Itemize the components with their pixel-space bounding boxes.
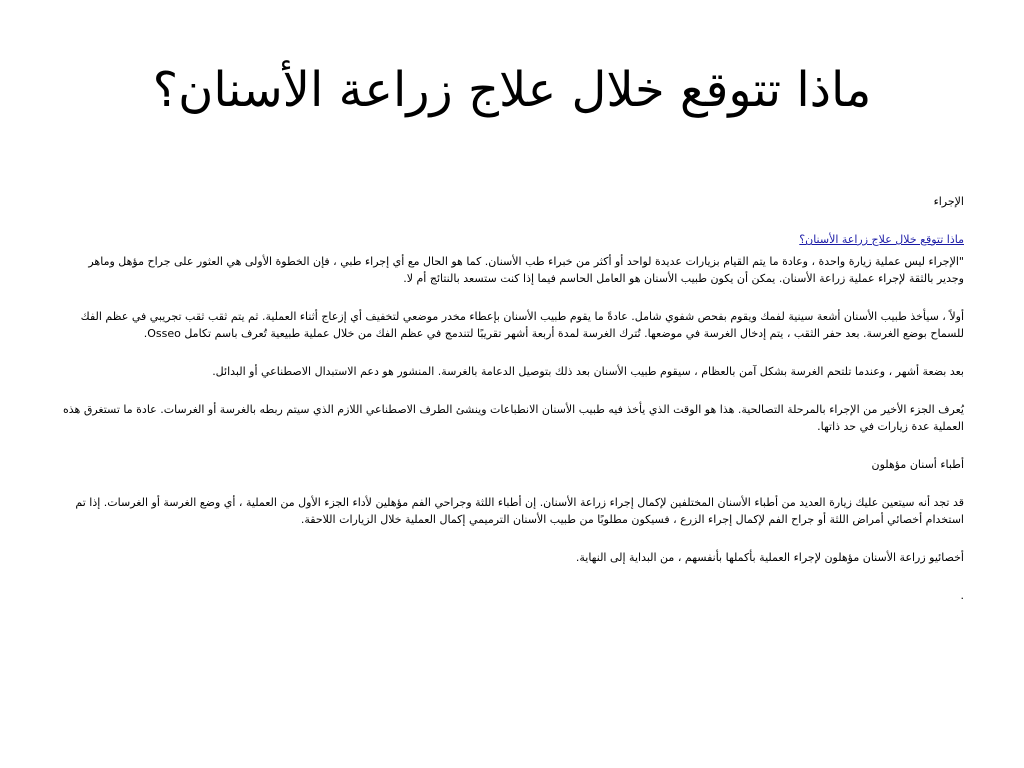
paragraph-first-step: أولاً ، سيأخذ طبيب الأسنان أشعة سينية لفمك ويقوم بفحص شفوي شامل. عادةً ما يقوم طبيب الأسنان بإعطاء مخدر موضعي لتخفيف أي إزعاج أثناء العملية. ثم يتم ثقب ثقب تجريبي في عظم الفك للسماح بوضع الغرسة. بعد حفر الثقب ، يتم إدخال الغرسة في موضعها. تُترك الغرسة لمدة أربعة أشهر تقريبًا لتندمج في عظم الفك من خلال عملية طبيعية تُعرف باسم تكامل Osseo. — [80, 310, 964, 340]
paragraph-abutment: بعد بضعة أشهر ، وعندما تلتحم الغرسة بشكل آمن بالعظام ، سيقوم طبيب الأسنان بعد ذلك بتوصيل الدعامة بالغرسة. المنشور هو دعم الاستبدال الاصطناعي أو البدائل. — [212, 365, 964, 378]
paragraph-end-mark: . — [960, 589, 964, 602]
page-title: ماذا تتوقع خلال علاج زراعة الأسنان؟ — [152, 62, 872, 118]
article-title-link[interactable]: ماذا تتوقع خلال علاج زراعة الأسنان؟ — [799, 233, 964, 246]
section-label: الإجراء — [933, 195, 964, 208]
paragraph-restorative: يُعرف الجزء الأخير من الإجراء بالمرحلة التصالحية. هذا هو الوقت الذي يأخذ فيه طبيب الأسنان الانطباعات وينشئ الطرف الاصطناعي اللازم الذي سيتم ربطه بالغرسة أو الغرسات. عادة ما تستغرق هذه العملية عدة زيارات في حد ذاتها. — [62, 403, 964, 433]
paragraph-specialists: أخصائيو زراعة الأسنان مؤهلون لإجراء العملية بأكملها بأنفسهم ، من البداية إلى النهاية. — [575, 551, 964, 564]
paragraph-intro: "الإجراء ليس عملية زيارة واحدة ، وعادة ما يتم القيام بزيارات عديدة لواحد أو أكثر من خبراء طب الأسنان. كما هو الحال مع أي إجراء طبي ، فإن الخطوة الأولى هي العثور على جراح مؤهل وماهر وجدير بالثقة لإجراء عملية زراعة الأسنان. يمكن أن يكون طبيب الأسنان هو العامل الحاسم فيما إذا كنت ستسعد بالنتائج أم لا. — [88, 255, 964, 285]
paragraph-multiple-dentists: قد تجد أنه سيتعين عليك زيارة العديد من أطباء الأسنان المختلفين لإكمال إجراء زراعة الأسنان. إن أطباء اللثة وجراحي الفم مؤهلين لأداء الجزء الأول من العملية ، أي وضع الغرسة أو الغرسات. إذا تم استخدام أخصائي أمراض اللثة أو جراح الفم لإكمال إجراء الزرع ، فسيكون مطلوبًا من طبيب الأسنان الترميمي إكمال العملية خلال الزيارات اللاحقة. — [75, 496, 964, 526]
section-heading-qualified-dentists: أطباء أسنان مؤهلون — [871, 458, 964, 471]
article-body — [62, 193, 964, 604]
